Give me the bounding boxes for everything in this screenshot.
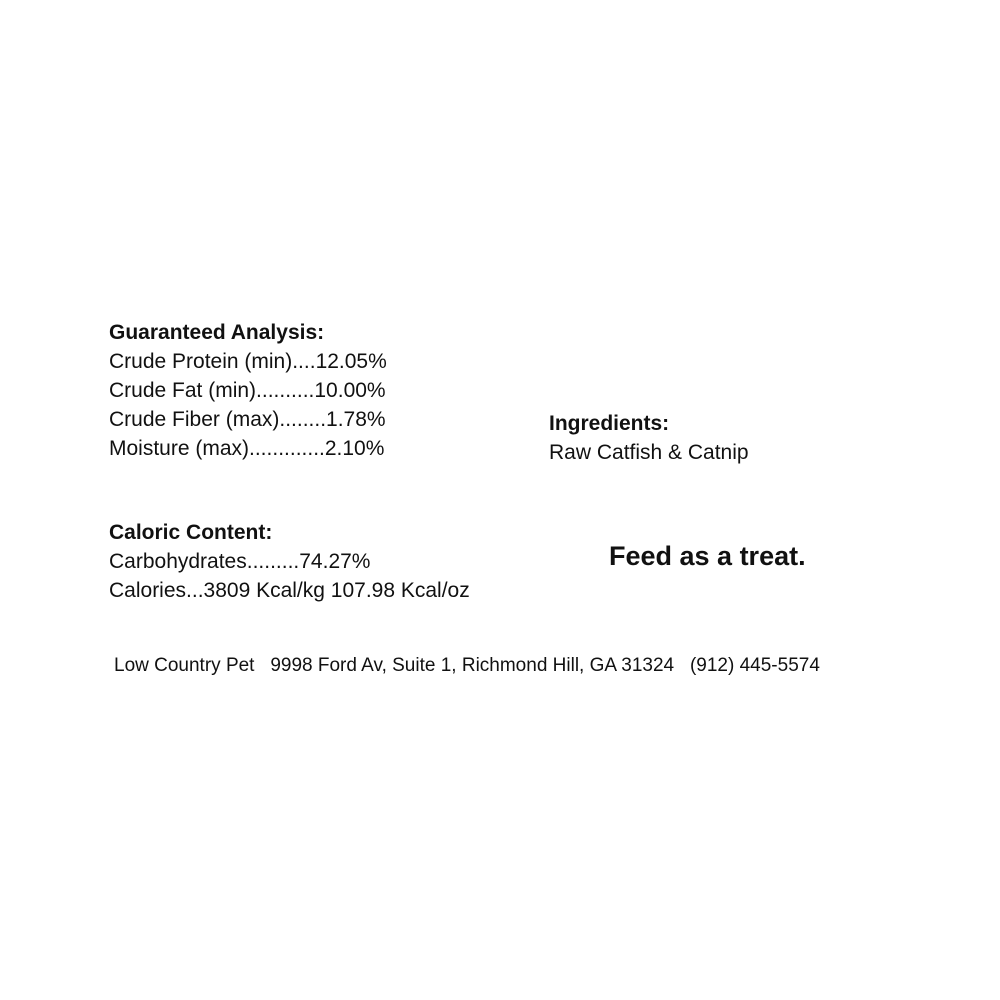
ingredients-text: Raw Catfish & Catnip xyxy=(549,441,749,464)
guaranteed-analysis-section xyxy=(109,318,387,463)
feeding-note: Feed as a treat. xyxy=(609,541,806,571)
footer-address: 9998 Ford Av, Suite 1, Richmond Hill, GA 31324 xyxy=(270,655,675,676)
footer-phone: (912) 445-5574 xyxy=(689,655,820,676)
caloric-line-carbohydrates: Carbohydrates.........74.27% xyxy=(109,550,371,573)
ingredients-section xyxy=(549,409,749,467)
guaranteed-analysis-heading: Guaranteed Analysis: xyxy=(109,321,325,344)
footer-company: Low Country Pet xyxy=(114,655,255,676)
ingredients-heading: Ingredients: xyxy=(549,412,670,435)
caloric-content-section xyxy=(109,518,470,605)
analysis-line-crude-fiber: Crude Fiber (max)........1.78% xyxy=(109,408,386,431)
caloric-content-heading: Caloric Content: xyxy=(109,521,273,544)
footer-contact xyxy=(114,652,820,680)
caloric-line-calories: Calories...3809 Kcal/kg 107.98 Kcal/oz xyxy=(109,579,470,602)
analysis-line-crude-protein: Crude Protein (min)....12.05% xyxy=(109,350,387,373)
analysis-line-moisture: Moisture (max).............2.10% xyxy=(109,437,385,460)
analysis-line-crude-fat: Crude Fat (min)..........10.00% xyxy=(109,379,386,402)
